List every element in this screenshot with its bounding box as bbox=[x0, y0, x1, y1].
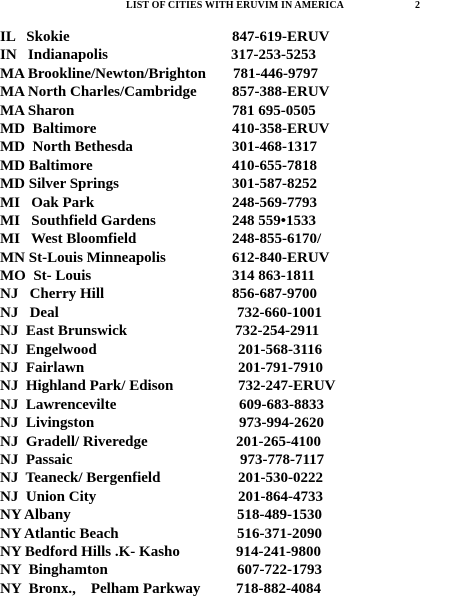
city-name: NY Atlantic Beach bbox=[0, 525, 119, 542]
city-name: NJ Lawrencevilte bbox=[0, 396, 117, 413]
list-item bbox=[0, 120, 451, 138]
phone-number: 301-468-1317 bbox=[232, 139, 317, 156]
eruv-city-list bbox=[0, 28, 451, 598]
phone-number: 301-587-8252 bbox=[232, 176, 317, 193]
list-item bbox=[0, 322, 451, 340]
phone-number: 518-489-1530 bbox=[237, 507, 322, 524]
list-item bbox=[0, 414, 451, 432]
phone-number: 248-855-6170/ bbox=[232, 231, 322, 248]
phone-number: 914-241-9800 bbox=[236, 543, 321, 560]
page-number: 2 bbox=[415, 0, 420, 11]
list-item bbox=[0, 543, 451, 561]
city-name: MA North Charles/Cambridge bbox=[0, 84, 197, 101]
city-name: MD Silver Springs bbox=[0, 176, 119, 193]
city-name: MA Brookline/Newton/Brighton bbox=[0, 65, 206, 82]
city-name: NJ East Brunswick bbox=[0, 323, 128, 340]
list-item bbox=[0, 249, 451, 267]
list-item bbox=[0, 267, 451, 285]
list-item bbox=[0, 46, 451, 64]
list-item bbox=[0, 377, 451, 395]
list-item bbox=[0, 451, 451, 469]
city-name: NY Bronx., Pelham Parkway bbox=[0, 580, 201, 597]
city-name: MO St- Louis bbox=[0, 268, 92, 285]
city-name: MI Southfield Gardens bbox=[0, 212, 156, 229]
city-name: NJ Highland Park/ Edison bbox=[0, 378, 174, 395]
page-header bbox=[0, 0, 451, 14]
list-item bbox=[0, 285, 451, 303]
phone-number: 857-388-ERUV bbox=[232, 84, 330, 101]
phone-number: 732-254-2911 bbox=[235, 323, 320, 340]
city-name: NJ Passaic bbox=[0, 451, 73, 468]
list-item bbox=[0, 304, 451, 322]
list-item bbox=[0, 83, 451, 101]
list-item bbox=[0, 506, 451, 524]
city-name: NJ Gradell/ Riveredge bbox=[0, 433, 148, 450]
city-name: IL Skokie bbox=[0, 29, 70, 45]
phone-number: 609-683-8833 bbox=[239, 396, 324, 413]
city-name: MD North Bethesda bbox=[0, 139, 133, 156]
phone-number: 973-778-7117 bbox=[240, 451, 325, 468]
phone-number: 201-530-0222 bbox=[238, 470, 323, 487]
list-item bbox=[0, 157, 451, 175]
phone-number: 847-619-ERUV bbox=[232, 29, 330, 45]
phone-number: 856-687-9700 bbox=[232, 286, 317, 303]
list-item bbox=[0, 396, 451, 414]
city-name: NJ Teaneck/ Bergenfield bbox=[0, 470, 161, 487]
list-item bbox=[0, 175, 451, 193]
phone-number: 612-840-ERUV bbox=[232, 249, 330, 266]
city-name: NY Binghamton bbox=[0, 562, 108, 579]
city-name: MI West Bloomfield bbox=[0, 231, 137, 248]
phone-number: 732-660-1001 bbox=[237, 304, 322, 321]
phone-number: 201-791-7910 bbox=[238, 360, 323, 377]
city-name: NY Bedford Hills .K- Kasho bbox=[0, 543, 180, 560]
list-item bbox=[0, 194, 451, 212]
phone-number: 201-568-3116 bbox=[238, 341, 323, 358]
city-name: NJ Fairlawn bbox=[0, 360, 85, 377]
city-name: NJ Deal bbox=[0, 304, 59, 321]
city-name: NJ Union City bbox=[0, 488, 97, 505]
phone-number: 973-994-2620 bbox=[239, 415, 324, 432]
list-item bbox=[0, 580, 451, 598]
list-item bbox=[0, 525, 451, 543]
phone-number: 732-247-ERUV bbox=[238, 378, 336, 395]
city-name: MN St-Louis Minneapolis bbox=[0, 249, 166, 266]
phone-number: 314 863-1811 bbox=[232, 268, 315, 285]
phone-number: 718-882-4084 bbox=[236, 580, 321, 597]
city-name: NJ Engelwood bbox=[0, 341, 97, 358]
phone-number: 410-655-7818 bbox=[232, 157, 317, 174]
city-name: NY Albany bbox=[0, 507, 71, 524]
list-item bbox=[0, 341, 451, 359]
phone-number: 410-358-ERUV bbox=[232, 120, 330, 137]
city-name: NJ Livingston bbox=[0, 415, 95, 432]
city-name: MI Oak Park bbox=[0, 194, 95, 211]
city-name: IN Indianapolis bbox=[0, 47, 108, 64]
phone-number: 317-253-5253 bbox=[231, 47, 316, 64]
list-item bbox=[0, 65, 451, 83]
city-name: NJ Cherry Hill bbox=[0, 286, 105, 303]
phone-number: 248 559•1533 bbox=[232, 212, 317, 229]
list-item bbox=[0, 359, 451, 377]
list-item bbox=[0, 102, 451, 120]
phone-number: 201-864-4733 bbox=[238, 488, 323, 505]
phone-number: 781 695-0505 bbox=[232, 102, 316, 119]
list-item bbox=[0, 488, 451, 506]
phone-number: 516-371-2090 bbox=[237, 525, 322, 542]
list-title: LIST OF CITIES WITH ERUVIM IN AMERICA bbox=[126, 0, 345, 11]
phone-number: 607-722-1793 bbox=[237, 562, 322, 579]
list-item bbox=[0, 28, 451, 46]
city-name: MD Baltimore bbox=[0, 120, 97, 137]
list-item bbox=[0, 469, 451, 487]
city-name: MA Sharon bbox=[0, 102, 75, 119]
phone-number: 781-446-9797 bbox=[233, 65, 318, 82]
city-name: MD Baltimore bbox=[0, 157, 93, 174]
list-item bbox=[0, 433, 451, 451]
list-item bbox=[0, 212, 451, 230]
phone-number: 248-569-7793 bbox=[232, 194, 317, 211]
list-item bbox=[0, 230, 451, 248]
list-item bbox=[0, 561, 451, 579]
phone-number: 201-265-4100 bbox=[236, 433, 321, 450]
list-item bbox=[0, 138, 451, 156]
